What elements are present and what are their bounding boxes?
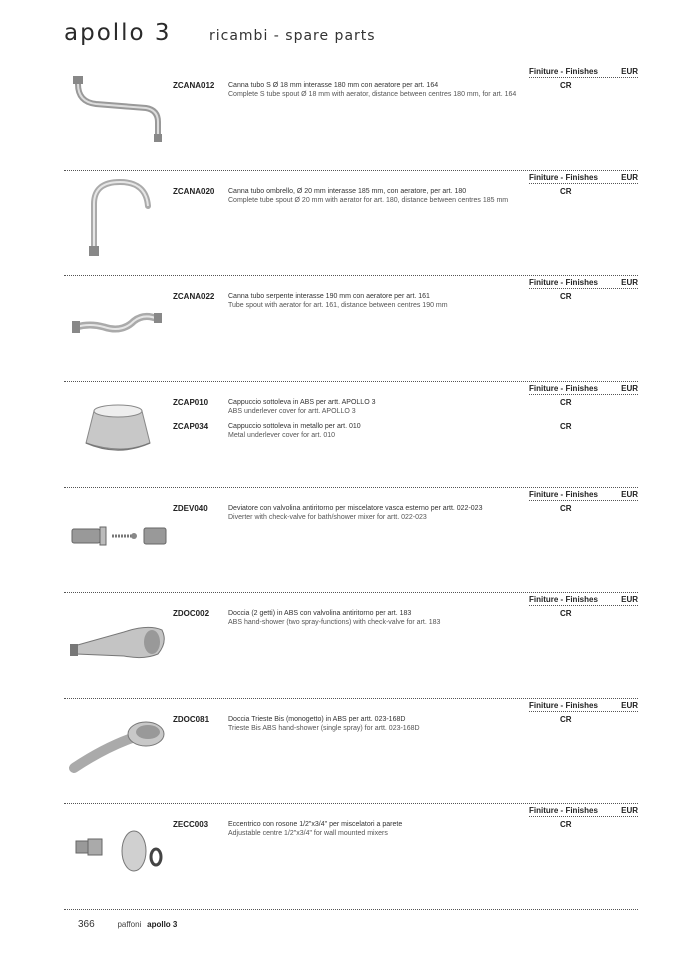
finishes-header: Finiture - Finishes — [529, 278, 598, 287]
price-header: EUR — [621, 701, 638, 710]
product-section — [64, 64, 638, 170]
serpent-spout-image — [64, 275, 168, 381]
finish-code: CR — [560, 715, 572, 724]
s-spout-image — [64, 64, 168, 170]
part-description — [228, 422, 528, 440]
diverter-image — [64, 487, 168, 593]
price-header: EUR — [621, 67, 638, 76]
description-it: Cappuccio sottoleva in ABS per artt. APOLLO 3 — [228, 399, 376, 406]
description-en: Complete S tube spout Ø 18 mm with aerator, distance between centres 180 mm, for art. 164 — [228, 91, 517, 98]
part-description — [228, 609, 528, 627]
catalog-subtitle: ricambi - spare parts — [209, 28, 376, 44]
header-divider — [529, 711, 638, 712]
product-section — [64, 170, 638, 276]
price-header: EUR — [621, 384, 638, 393]
page-number: 366 — [78, 919, 95, 930]
catalog-title: apollo 3 — [64, 20, 172, 46]
header-divider — [529, 288, 638, 289]
description-en: Tube spout with aerator for art. 161, distance between centres 190 mm — [228, 302, 448, 309]
part-description — [228, 820, 528, 838]
finish-code: CR — [560, 422, 572, 431]
description-en: Metal underlever cover for art. 010 — [228, 432, 335, 439]
header-divider — [529, 394, 638, 395]
finishes-header: Finiture - Finishes — [529, 384, 598, 393]
price-header: EUR — [621, 173, 638, 182]
part-description — [228, 715, 528, 733]
description-it: Canna tubo S Ø 18 mm interasse 180 mm con aeratore per art. 164 — [228, 82, 439, 89]
product-section — [64, 381, 638, 487]
finish-code: CR — [560, 398, 572, 407]
product-section — [64, 275, 638, 381]
finish-code: CR — [560, 820, 572, 829]
price-header: EUR — [621, 490, 638, 499]
part-code: ZDOC002 — [173, 609, 210, 618]
part-description — [228, 81, 528, 99]
description-it: Eccentrico con rosone 1/2"x3/4" per miscelatori a parete — [228, 821, 403, 828]
product-section — [64, 698, 638, 804]
finish-code: CR — [560, 504, 572, 513]
description-it: Canna tubo ombrello, Ø 20 mm interasse 185 mm, con aeratore, per art. 180 — [228, 188, 467, 195]
part-code: ZCANA020 — [173, 187, 215, 196]
header-divider — [529, 816, 638, 817]
description-en: Diverter with check-valve for bath/shower mixer for artt. 022-023 — [228, 514, 427, 521]
page-footer — [78, 919, 177, 930]
price-header: EUR — [621, 278, 638, 287]
finish-code: CR — [560, 292, 572, 301]
trieste-hand-shower-image — [64, 698, 168, 804]
underlever-cover-image — [64, 381, 168, 487]
product-section — [64, 487, 638, 593]
header-divider — [529, 605, 638, 606]
footer-brand: paffoni — [117, 920, 142, 929]
finishes-header: Finiture - Finishes — [529, 806, 598, 815]
eccentric-rosette-image — [64, 803, 168, 909]
header-divider — [529, 500, 638, 501]
part-code: ZECC003 — [173, 820, 209, 829]
part-code: ZDEV040 — [173, 504, 208, 513]
finishes-header: Finiture - Finishes — [529, 595, 598, 604]
umbrella-spout-image — [64, 170, 168, 276]
description-en: Trieste Bis ABS hand-shower (single spray) for artt. 023-168D — [228, 725, 420, 732]
description-en: ABS hand-shower (two spray-functions) with check-valve for art. 183 — [228, 619, 441, 626]
description-en: ABS underlever cover for artt. APOLLO 3 — [228, 408, 356, 415]
part-code: ZCAP010 — [173, 398, 209, 407]
footer-divider — [64, 909, 638, 910]
description-en: Adjustable centre 1/2"x3/4" for wall mounted mixers — [228, 830, 388, 837]
hand-shower-image — [64, 592, 168, 698]
finish-code: CR — [560, 81, 572, 90]
part-code: ZCANA022 — [173, 292, 215, 301]
description-it: Doccia Trieste Bis (monogetto) in ABS per artt. 023-168D — [228, 716, 406, 723]
part-description — [228, 504, 528, 522]
footer-model: apollo 3 — [147, 920, 178, 929]
finishes-header: Finiture - Finishes — [529, 701, 598, 710]
finishes-header: Finiture - Finishes — [529, 67, 598, 76]
finishes-header: Finiture - Finishes — [529, 173, 598, 182]
part-code: ZCANA012 — [173, 81, 215, 90]
description-it: Cappuccio sottoleva in metallo per art. 010 — [228, 423, 361, 430]
price-header: EUR — [621, 806, 638, 815]
description-it: Canna tubo serpente interasse 190 mm con aeratore per art. 161 — [228, 293, 430, 300]
header-divider — [529, 183, 638, 184]
finishes-header: Finiture - Finishes — [529, 490, 598, 499]
part-description — [228, 292, 528, 310]
description-it: Deviatore con valvolina antiritorno per miscelatore vasca esterno per artt. 022-023 — [228, 505, 483, 512]
part-description — [228, 398, 528, 416]
description-en: Complete tube spout Ø 20 mm with aerator for art. 180, distance between centres 185 mm — [228, 197, 509, 204]
product-section — [64, 592, 638, 698]
part-description — [228, 187, 528, 205]
part-code: ZDOC081 — [173, 715, 210, 724]
price-header: EUR — [621, 595, 638, 604]
description-it: Doccia (2 getti) in ABS con valvolina antiritorno per art. 183 — [228, 610, 412, 617]
finish-code: CR — [560, 187, 572, 196]
product-section — [64, 803, 638, 909]
part-code: ZCAP034 — [173, 422, 209, 431]
header-divider — [529, 77, 638, 78]
finish-code: CR — [560, 609, 572, 618]
